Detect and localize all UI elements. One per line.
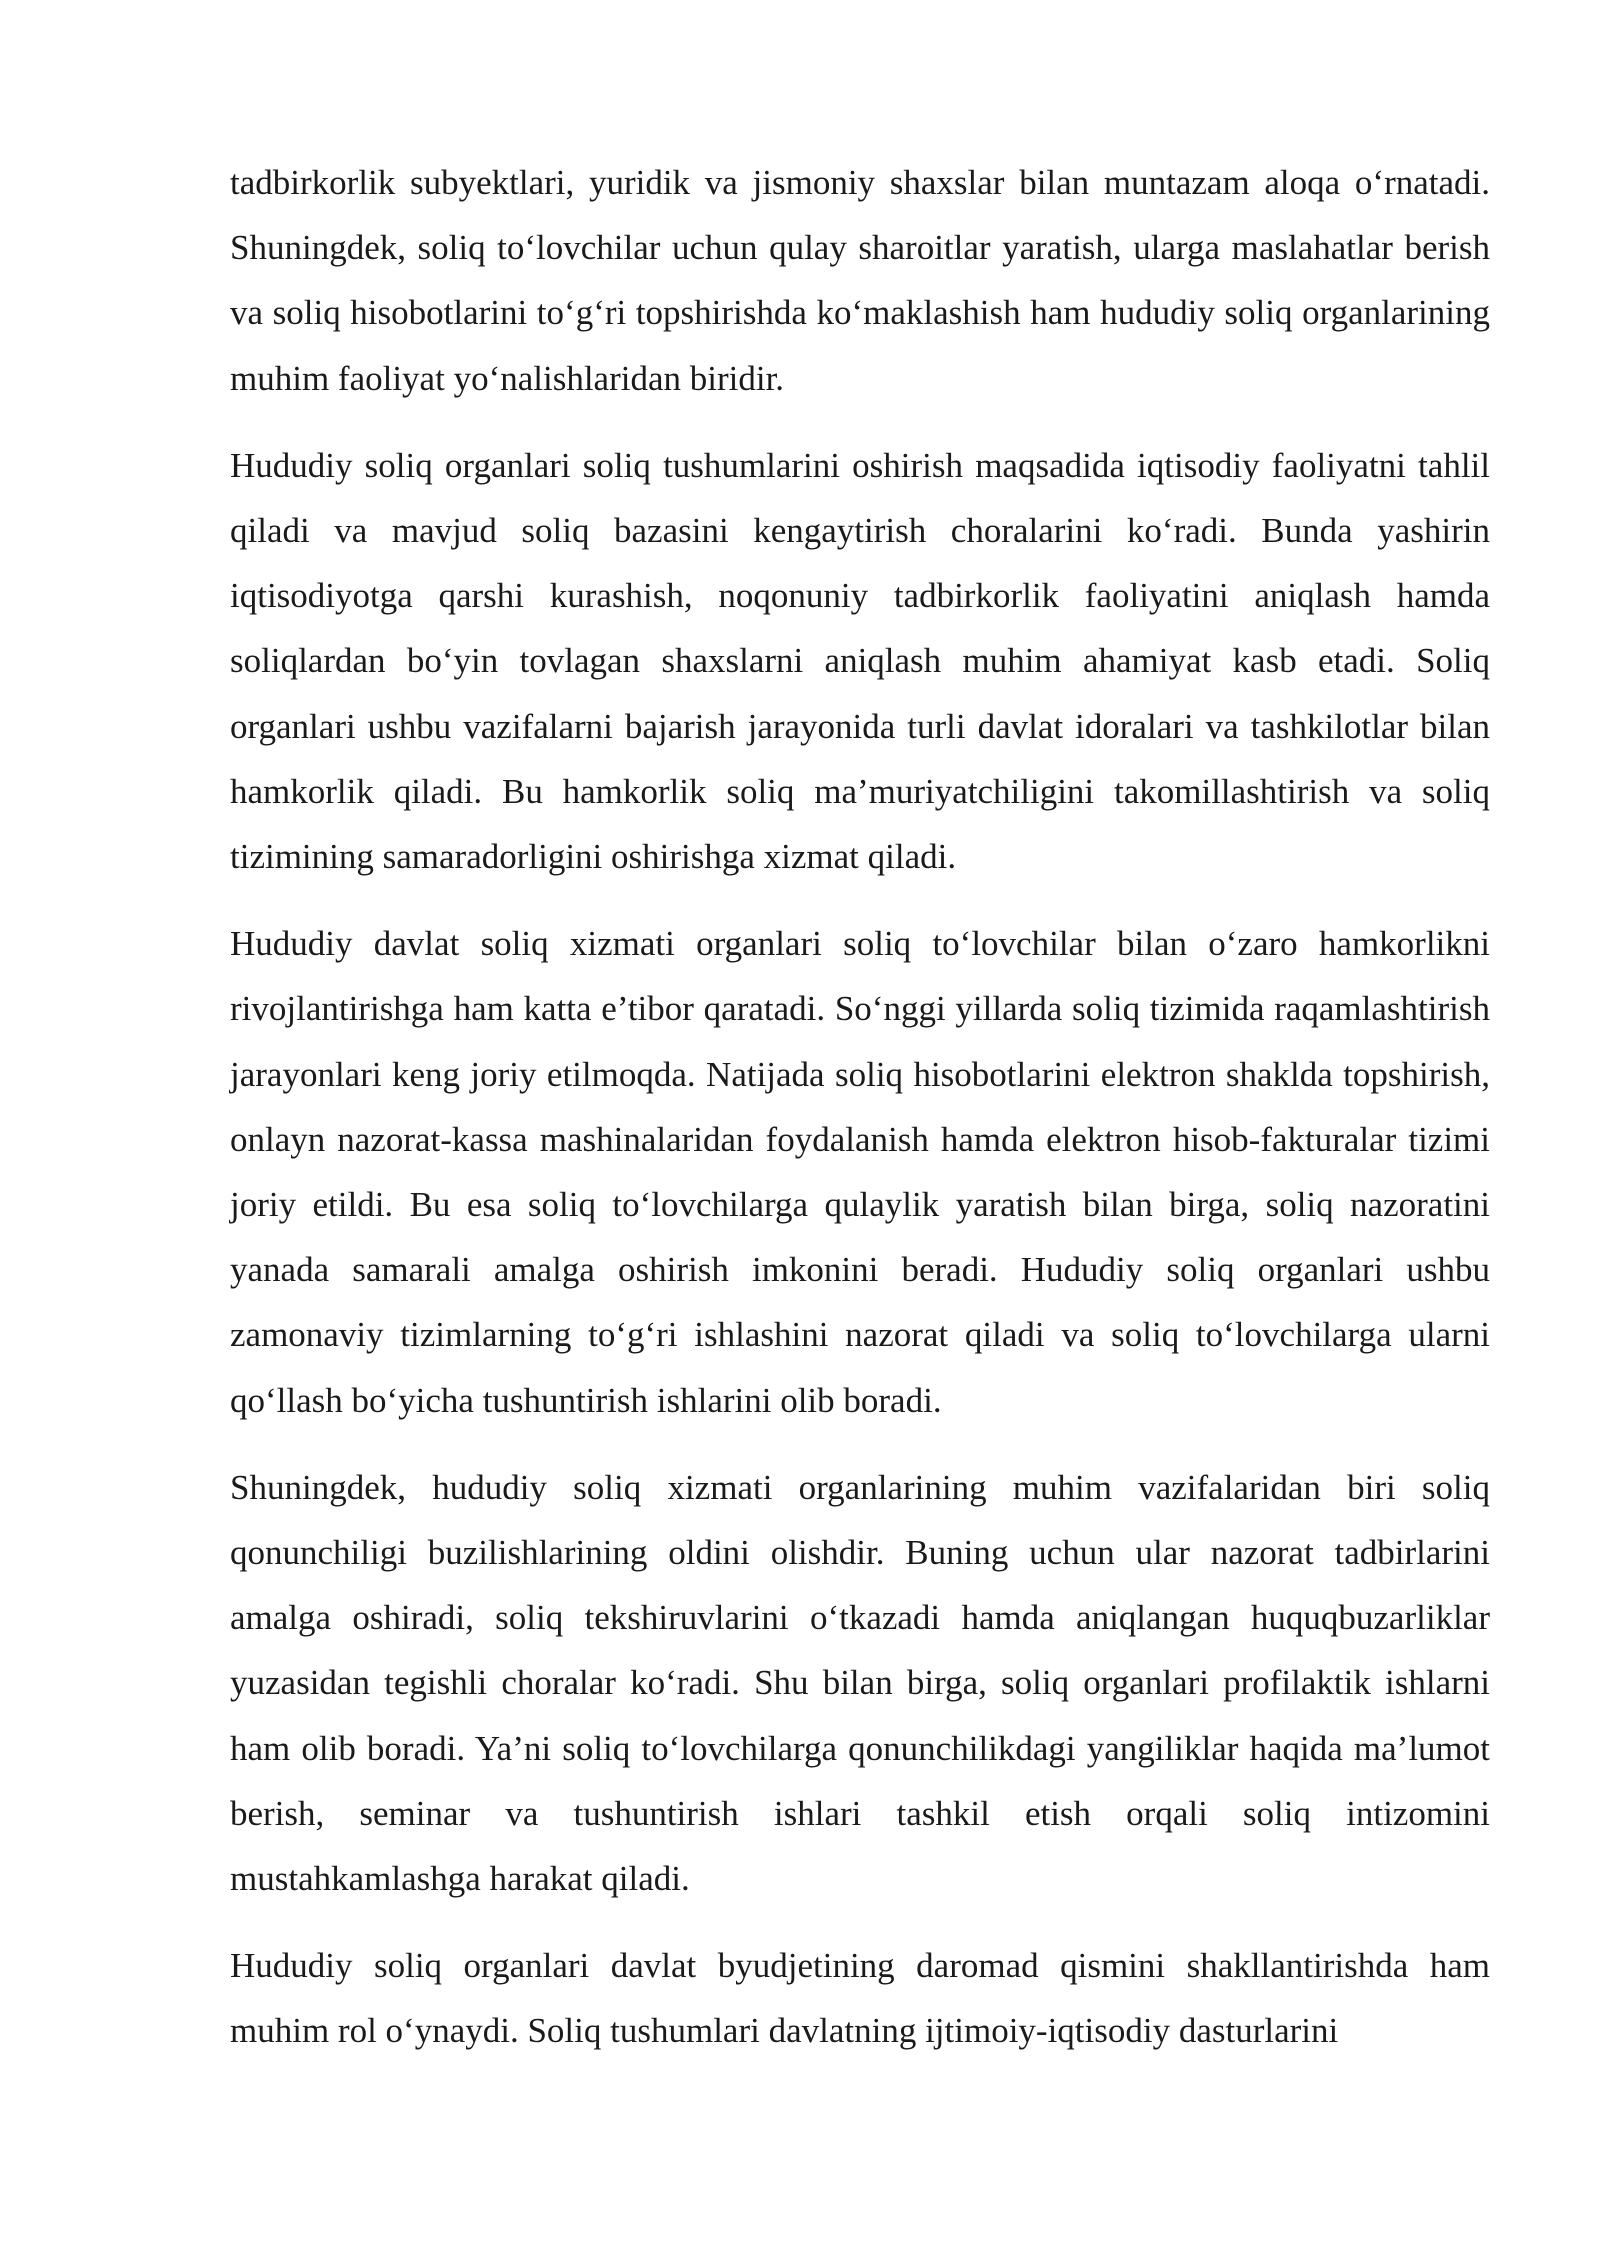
paragraph: Hududiy soliq organlari soliq tushumlarini oshirish maqsadida iqtisodiy faoliyatni tahlil qiladi va mavjud soliq bazasini kengaytirish choralarini ko‘radi. Bunda yashirin iqtisodiyotga qarshi kurashish, noqonuniy tadbirkorlik faoliyatini aniqlash hamda soliqlardan bo‘yin tovlagan shaxslarni aniqlash muhim ahamiyat kasb etadi. Soliq organlari ushbu vazifalarni bajarish jarayonida turli davlat idoralari va tashkilotlar bilan hamkorlik qiladi. Bu hamkorlik soliq ma’muriyatchiligini takomillashtirish va soliq tizimining samaradorligini oshirishga xizmat qiladi. xyxy=(230,445,1490,877)
document-body xyxy=(230,150,1490,2086)
paragraph: tadbirkorlik subyektlari, yuridik va jismoniy shaxslar bilan muntazam aloqa o‘rnatadi. Shuningdek, soliq to‘lovchilar uchun qulay sharoitlar yaratish, ularga maslahatlar berish va soliq hisobotlarini to‘g‘ri topshirishda ko‘maklashish ham hududiy soliq organlarining muhim faoliyat yo‘nalishlaridan biridir. xyxy=(230,163,1490,398)
paragraph: Hududiy davlat soliq xizmati organlari soliq to‘lovchilar bilan o‘zaro hamkorlikni rivojlantirishga ham katta e’tibor qaratadi. So‘nggi yillarda soliq tizimida raqamlashtirish jarayonlari keng joriy etilmoqda. Natijada soliq hisobotlarini elektron shaklda topshirish, onlayn nazorat-kassa mashinalaridan foydalanish hamda elektron hisob-fakturalar tizimi joriy etildi. Bu esa soliq to‘lovchilarga qulaylik yaratish bilan birga, soliq nazoratini yanada samarali amalga oshirish imkonini beradi. Hududiy soliq organlari ushbu zamonaviy tizimlarning to‘g‘ri ishlashini nazorat qiladi va soliq to‘lovchilarga ularni qo‘llash bo‘yicha tushuntirish ishlarini olib boradi. xyxy=(230,924,1490,1420)
paragraph: Shuningdek, hududiy soliq xizmati organlarining muhim vazifalaridan biri soliq qonunchiligi buzilishlarining oldini olishdir. Buning uchun ular nazorat tadbirlarini amalga oshiradi, soliq tekshiruvlarini o‘tkazadi hamda aniqlangan huquqbuzarliklar yuzasidan tegishli choralar ko‘radi. Shu bilan birga, soliq organlari profilaktik ishlarni ham olib boradi. Ya’ni soliq to‘lovchilarga qonunchilikdagi yangiliklar haqida ma’lumot berish, seminar va tushuntirish ishlari tashkil etish orqali soliq intizomini mustahkamlashga harakat qiladi. xyxy=(230,1467,1490,1899)
paragraph: Hududiy soliq organlari davlat byudjetining daromad qismini shakllantirishda ham muhim rol o‘ynaydi. Soliq tushumlari davlatning ijtimoiy-iqtisodiy dasturlarini xyxy=(230,1946,1490,2051)
